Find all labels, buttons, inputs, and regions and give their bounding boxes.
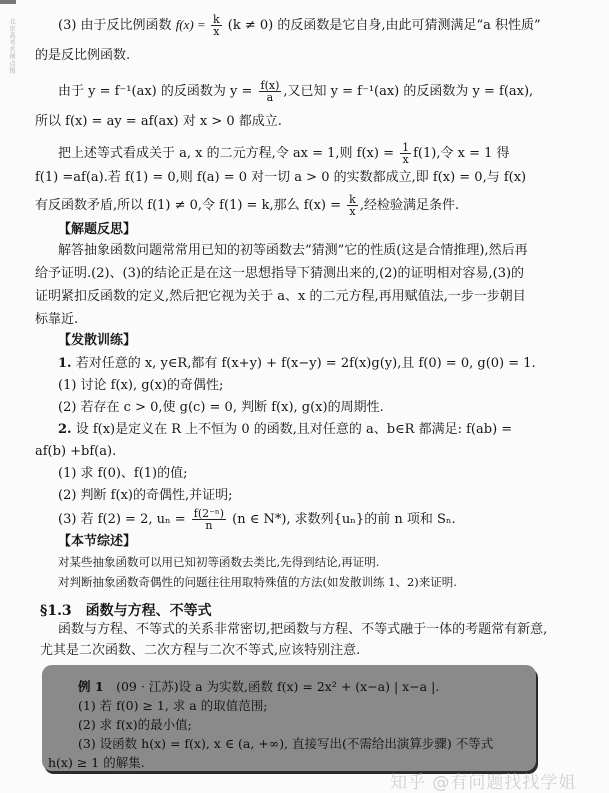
text: (09 · 江苏)设 a 为实数,函数 f(x) = 2x² + (x−a) | x−a |.: [103, 679, 440, 694]
numerator: f(x): [260, 79, 280, 92]
fraction: [259, 80, 282, 103]
page-corner-mark: [0, 0, 16, 4]
text: ,经检验满足条件.: [359, 198, 460, 213]
example-line2: (1) 若 f(0) ≥ 1, 求 a 的取值范围;: [78, 698, 268, 713]
summary-line: 对判断抽象函数奇偶性的问题往往用取特殊值的方法(如发散训练 1、2)来证明.: [58, 575, 457, 589]
denominator: x: [402, 153, 409, 166]
numerator: k: [213, 13, 220, 26]
fraction: [192, 508, 226, 531]
text: f(1),令 x = 1 得: [413, 146, 510, 161]
numerator: k: [349, 193, 356, 206]
part3-line7: [35, 194, 459, 217]
text: (n ∈ N*), 求数列{uₙ}的前 n 项和 Sₙ.: [227, 512, 456, 527]
text: 有反函数矛盾,所以 f(1) ≠ 0,令 f(1) = k,那么 f(x) =: [35, 198, 346, 213]
text: 若对任意的 x, y∈R,都有 f(x+y) + f(x−y) = 2f(x)g(y),且 f(0) = 0, g(0) = 1.: [71, 356, 536, 371]
text: 把上述等式看成关于 a, x 的二元方程,令 ax = 1,则 f(x) =: [58, 146, 399, 161]
text: 由于 y = f⁻¹(ax) 的反函数为 y =: [58, 84, 257, 99]
fraction: [211, 14, 222, 37]
formula: f(x) =: [175, 17, 209, 32]
summary-heading: 【本节综述】: [58, 534, 137, 549]
denominator: a: [266, 91, 274, 104]
training-q1-part1: (1) 讨论 f(x), g(x)的奇偶性;: [58, 378, 224, 393]
margin-note: 北京高考名师点拨: [8, 18, 16, 74]
fraction: [347, 194, 358, 217]
example-line4: (3) 设函数 h(x) = f(x), x ∈ (a, +∞), 直接写出(不需给出演算步骤) 不等式: [78, 736, 494, 751]
training-q2-part1: (1) 求 f(0)、f(1)的值;: [58, 466, 188, 481]
denominator: x: [213, 25, 220, 38]
text: (3) 若 f(2) = 2, uₙ =: [58, 512, 190, 527]
text: (k ≠ 0) 的反函数是它自身,由此可猜测满足“a 积性质”: [223, 18, 541, 33]
part3-line1: [58, 14, 541, 37]
text: ,又已知 y = f⁻¹(ax) 的反函数为 y = f(ax),: [283, 84, 534, 99]
training-q2-cont: af(b) +bf(a).: [35, 444, 117, 459]
section-intro: 尤其是二次函数、二次方程与二次不等式,应该特别注意.: [40, 643, 361, 658]
part3-line6: f(1) =af(a).若 f(1) = 0,则 f(a) = 0 对一切 a > 0 的实数都成立,即 f(x) = 0,与 f(x): [35, 170, 527, 185]
denominator: x: [349, 205, 356, 218]
numerator: 1: [402, 141, 410, 154]
watermark: 知乎 @有问题找找学姐: [390, 773, 577, 793]
example-label: 例 1: [78, 679, 104, 694]
text: (3) 由于反比例函数: [58, 18, 176, 33]
example-line3: (2) 求 f(x)的最小值;: [78, 717, 192, 732]
reflection-line: 解答抽象函数问题常常用已知的初等函数去“猜测”它的性质(这是合情推理),然后再: [58, 243, 528, 258]
part3-line2: 的是反比例函数.: [35, 48, 131, 63]
numerator: f(2⁻ⁿ): [193, 507, 224, 520]
training-q2-part3: [58, 508, 456, 531]
reflection-line: 证明紧扣反函数的定义,然后把它视为关于 a、x 的二元方程,再用赋值法,一步一步朝目: [35, 289, 526, 304]
question-number: 1.: [58, 356, 72, 371]
question-number: 2.: [58, 422, 72, 437]
example-line1: [78, 679, 439, 695]
section-intro: 函数与方程、不等式的关系非常密切,把函数与方程、不等式融于一体的考题常有新意,: [58, 622, 548, 637]
training-q2-part2: (2) 判断 f(x)的奇偶性,并证明;: [58, 488, 233, 503]
reflection-line: 给予证明.(2)、(3)的结论正是在这一思想指导下猜测出来的,(2)的证明相对容易,(3)的: [35, 266, 525, 281]
reflection-line: 标靠近.: [35, 312, 79, 327]
training-q2: [58, 422, 512, 438]
part3-line5: [58, 142, 510, 165]
training-heading: 【发散训练】: [58, 333, 137, 348]
fraction: [400, 142, 411, 165]
text: 设 f(x)是定义在 R 上不恒为 0 的函数,且对任意的 a、b∈R 都满足: f(ab) =: [71, 422, 513, 437]
denominator: n: [205, 519, 213, 532]
summary-line: 对某些抽象函数可以用已知初等函数去类比,先得到结论,再证明.: [58, 555, 380, 569]
training-q1: [58, 356, 536, 372]
example-line5: h(x) ≥ 1 的解集.: [48, 755, 145, 770]
training-q1-part2: (2) 若存在 c > 0,使 g(c) = 0, 判断 f(x), g(x)的周期性.: [58, 400, 384, 415]
section-title: §1.3 函数与方程、不等式: [40, 603, 212, 619]
part3-line4: 所以 f(x) = ay = af(ax) 对 x > 0 都成立.: [35, 114, 282, 129]
reflection-heading: 【解题反思】: [58, 222, 137, 237]
part3-line3: [58, 80, 533, 103]
